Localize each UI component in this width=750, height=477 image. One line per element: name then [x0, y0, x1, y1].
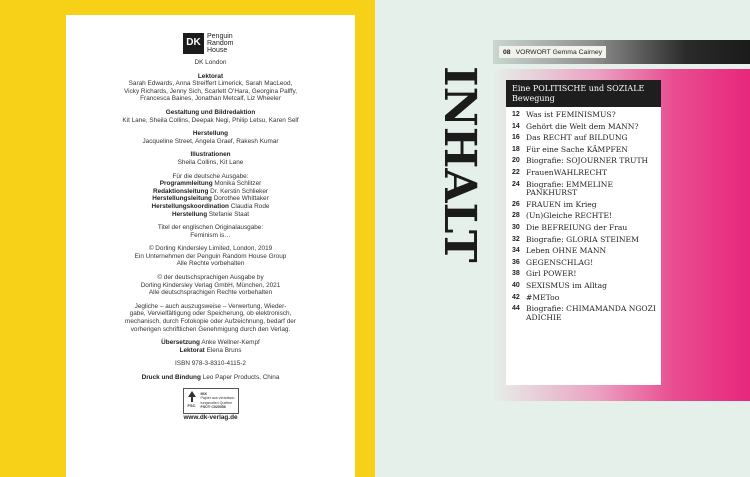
- penguin-random-house-logo: Penguin Random House: [207, 32, 234, 54]
- translation-credits: Übersetzung Anke Wellner-Kempf Lektorat Elena Bruns: [161, 339, 260, 354]
- contents-heading-wrap: [435, 66, 495, 266]
- toc-entry[interactable]: 12 Was ist FEMINISMUS?: [512, 110, 616, 119]
- toc-list: [512, 111, 658, 322]
- toc-entry[interactable]: 14 Gehört die Welt dem MANN?: [512, 121, 639, 131]
- toc-entry[interactable]: 26 FRAUEN im Krieg: [512, 199, 597, 209]
- toc-entry[interactable]: 34 Leben OHNE MANN: [512, 246, 607, 256]
- toc-section-title: Eine POLITISCHE und SOZIALE Bewegung: [506, 80, 661, 107]
- printing-credit: Druck und Bindung Leo Paper Products, China: [141, 374, 280, 381]
- toc-entry[interactable]: 30 Die BEFREIUNG der Frau: [512, 222, 628, 232]
- contents-page: [375, 0, 750, 477]
- legal-notice: Jegliche – auch auszugsweise – Verwertung, Wieder- gabe, Vervielfältigung oder Speicherung, ob elektronisch, mechanisch, durch Fotokopie oder Aufzeichnung, bedarf der vorherigen schriftlichen Genehmigung durch den Verlag.: [125, 302, 296, 333]
- toc-entry[interactable]: 32 Biografie: GLORIA STEINEM: [512, 234, 639, 244]
- credits-lektorat: Lektorat Sarah Edwards, Anna Streiffert Limerick, Sarah MacLeod, Vicky Richards, Jenny Sich, Scarlett O’Hara, Georgina Palffy, Francesca Baines, Jonathan Metcalf, Liz Wheeler: [124, 72, 297, 103]
- toc-entry[interactable]: 38 Girl POWER!: [512, 269, 577, 279]
- credits-gestaltung: Gestaltung und Bildredaktion Kit Lane, Sheila Collins, Deepak Negi, Philip Letsu, Karen Self: [122, 108, 299, 124]
- publisher-logo: [183, 32, 233, 54]
- publisher-website[interactable]: www.dk-verlag.de: [183, 413, 238, 421]
- city: DK London: [194, 59, 227, 66]
- toc-entry[interactable]: 42 #METoo: [512, 292, 560, 302]
- german-edition-credits: Für die deutsche Ausgabe: Programmleitung Monika Schlitzer Redaktionsleitung Dr. Kerstin Schlieker Herstellungsleitung Dorothee Whittaker Herstellungskoordination Claudia Rode Herstellung Stefanie Staat: [151, 172, 270, 218]
- copyright-english: © Dorling Kindersley Limited, London, 2019 Ein Unternehmen der Penguin Random House Group Alle Rechte vorbehalten: [134, 245, 287, 268]
- toc-entry[interactable]: 28 (Un)Gleiche RECHTE!: [512, 211, 613, 221]
- credits-illustrationen: Illustrationen Sheila Collins, Kit Lane: [177, 151, 244, 166]
- toc-entry[interactable]: 24 Biografie: EMMELINE PANKHURST: [512, 179, 613, 198]
- toc-panel: [506, 80, 661, 385]
- dk-logo-mark: DK: [183, 33, 204, 54]
- copyright-german: © der deutschsprachigen Ausgabe by Dorling Kindersley Verlag GmbH, München, 2021 Alle deutschsprachigen Rechte vorbehalten: [140, 274, 281, 297]
- isbn: ISBN 978-3-8310-4115-2: [175, 360, 246, 368]
- imprint-panel: [66, 15, 355, 477]
- fsc-tree-icon: FSC: [185, 391, 199, 411]
- toc-entry[interactable]: 20 Biografie: SOJOURNER TRUTH: [512, 156, 649, 166]
- toc-entry[interactable]: 18 Für eine Sache KÄMPFEN: [512, 144, 628, 154]
- imprint-text: [66, 59, 355, 421]
- toc-entry-vorwort[interactable]: 08 VORWORT Gemma Cairney: [499, 46, 606, 58]
- contents-heading: INHALT: [434, 66, 485, 263]
- toc-entry[interactable]: 40 SEXISMUS im Alltag: [512, 280, 607, 290]
- toc-entry[interactable]: 16 Das RECHT auf BILDUNG: [512, 133, 628, 143]
- toc-entry[interactable]: 36 GEGENSCHLAG!: [512, 257, 594, 267]
- fsc-label: FSC MIX Papier aus verantwor- tungsvollen Quellen FSC® C020056: [183, 388, 239, 414]
- vorwort-band: [493, 40, 750, 64]
- credits-herstellung: Herstellung Jacqueline Street, Angela Graef, Rakesh Kumar: [142, 130, 279, 145]
- toc-entry[interactable]: 44 Biografie: CHIMAMANDA NGOZI ADICHIE: [512, 304, 656, 322]
- toc-entry[interactable]: 22 FrauenWAHLRECHT: [512, 167, 608, 177]
- original-title: Titel der englischen Originalausgabe: Feminism is…: [157, 224, 264, 239]
